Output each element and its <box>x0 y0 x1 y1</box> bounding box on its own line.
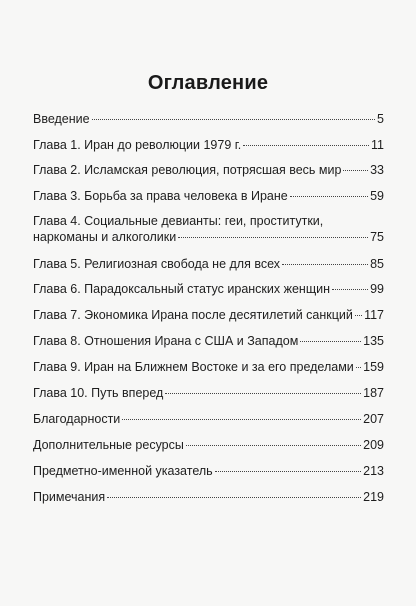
dot-leader <box>356 367 361 368</box>
toc-page-number: 117 <box>364 308 384 322</box>
toc-entry-title-line-1: Глава 4. Социальные девианты: геи, проститутки, <box>33 214 324 228</box>
toc-page-number: 159 <box>363 360 384 374</box>
toc-entry-introduction <box>33 111 384 127</box>
toc-entry-title: Глава 2. Исламская революция, потрясшая весь мир <box>33 163 342 177</box>
dot-leader <box>178 237 368 238</box>
toc-entry-title: Примечания <box>33 490 106 504</box>
toc-entry-index <box>33 463 384 479</box>
toc-entry-chapter-7 <box>33 307 384 323</box>
toc-entry-chapter-5 <box>33 256 384 272</box>
toc-entry-chapter-9 <box>33 359 384 375</box>
toc-entry-title: Глава 7. Экономика Ирана после десятилетий санкций <box>33 308 353 322</box>
toc-page-number: 75 <box>370 230 384 244</box>
toc-page-number: 85 <box>370 257 384 271</box>
toc-entry-title: Предметно-именной указатель <box>33 464 213 478</box>
dot-leader <box>215 471 361 472</box>
toc-entry-chapter-4 <box>33 213 384 245</box>
dot-leader <box>290 196 368 197</box>
toc-entry-title: Благодарности <box>33 412 121 426</box>
dot-leader <box>282 264 368 265</box>
dot-leader <box>186 445 361 446</box>
toc-entry-acknowledgements <box>33 411 384 427</box>
toc-entry-title: Глава 1. Иран до революции 1979 г. <box>33 138 242 152</box>
toc-entry-title: Глава 8. Отношения Ирана с США и Западом <box>33 334 299 348</box>
toc-entry-additional-resources <box>33 437 384 453</box>
toc-entry-chapter-8 <box>33 333 384 349</box>
toc-page-number: 5 <box>377 112 384 126</box>
toc-page-number: 213 <box>363 464 384 478</box>
toc-entry-notes <box>33 489 384 505</box>
toc-page-number: 135 <box>363 334 384 348</box>
toc-entry-title: Введение <box>33 112 90 126</box>
toc-entry-title: Глава 6. Парадоксальный статус иранских женщин <box>33 282 330 296</box>
toc-entry-title: Глава 5. Религиозная свобода не для всех <box>33 257 281 271</box>
dot-leader <box>332 289 368 290</box>
toc-entry-title: Глава 10. Путь вперед <box>33 386 164 400</box>
toc-entry-chapter-10 <box>33 385 384 401</box>
toc-page-number: 187 <box>363 386 384 400</box>
dot-leader <box>355 315 362 316</box>
dot-leader <box>343 170 368 171</box>
toc-entry-title: Дополнительные ресурсы <box>33 438 184 452</box>
dot-leader <box>243 145 369 146</box>
toc-entry-chapter-3 <box>33 188 384 204</box>
toc-page-number: 209 <box>363 438 384 452</box>
toc-page-number: 219 <box>363 490 384 504</box>
page-title: Оглавление <box>147 72 269 94</box>
dot-leader <box>107 497 361 498</box>
toc-entry-chapter-2 <box>33 162 384 178</box>
toc-page-number: 99 <box>370 282 384 296</box>
toc-entry-title: Глава 3. Борьба за права человека в Иране <box>33 189 288 203</box>
toc-page-number: 59 <box>370 189 384 203</box>
dot-leader <box>165 393 361 394</box>
dot-leader <box>92 119 375 120</box>
toc-entry-title: Глава 9. Иран на Ближнем Востоке и за его пределами <box>33 360 354 374</box>
toc-entry-chapter-1 <box>33 137 384 153</box>
toc-page-number: 33 <box>370 163 384 177</box>
toc-page-number: 11 <box>371 138 384 152</box>
toc-page-number: 207 <box>363 412 384 426</box>
toc-entry-title-line-2: наркоманы и алкоголики <box>33 230 177 244</box>
toc-entry-chapter-6 <box>33 281 384 297</box>
dot-leader <box>300 341 361 342</box>
dot-leader <box>122 419 361 420</box>
